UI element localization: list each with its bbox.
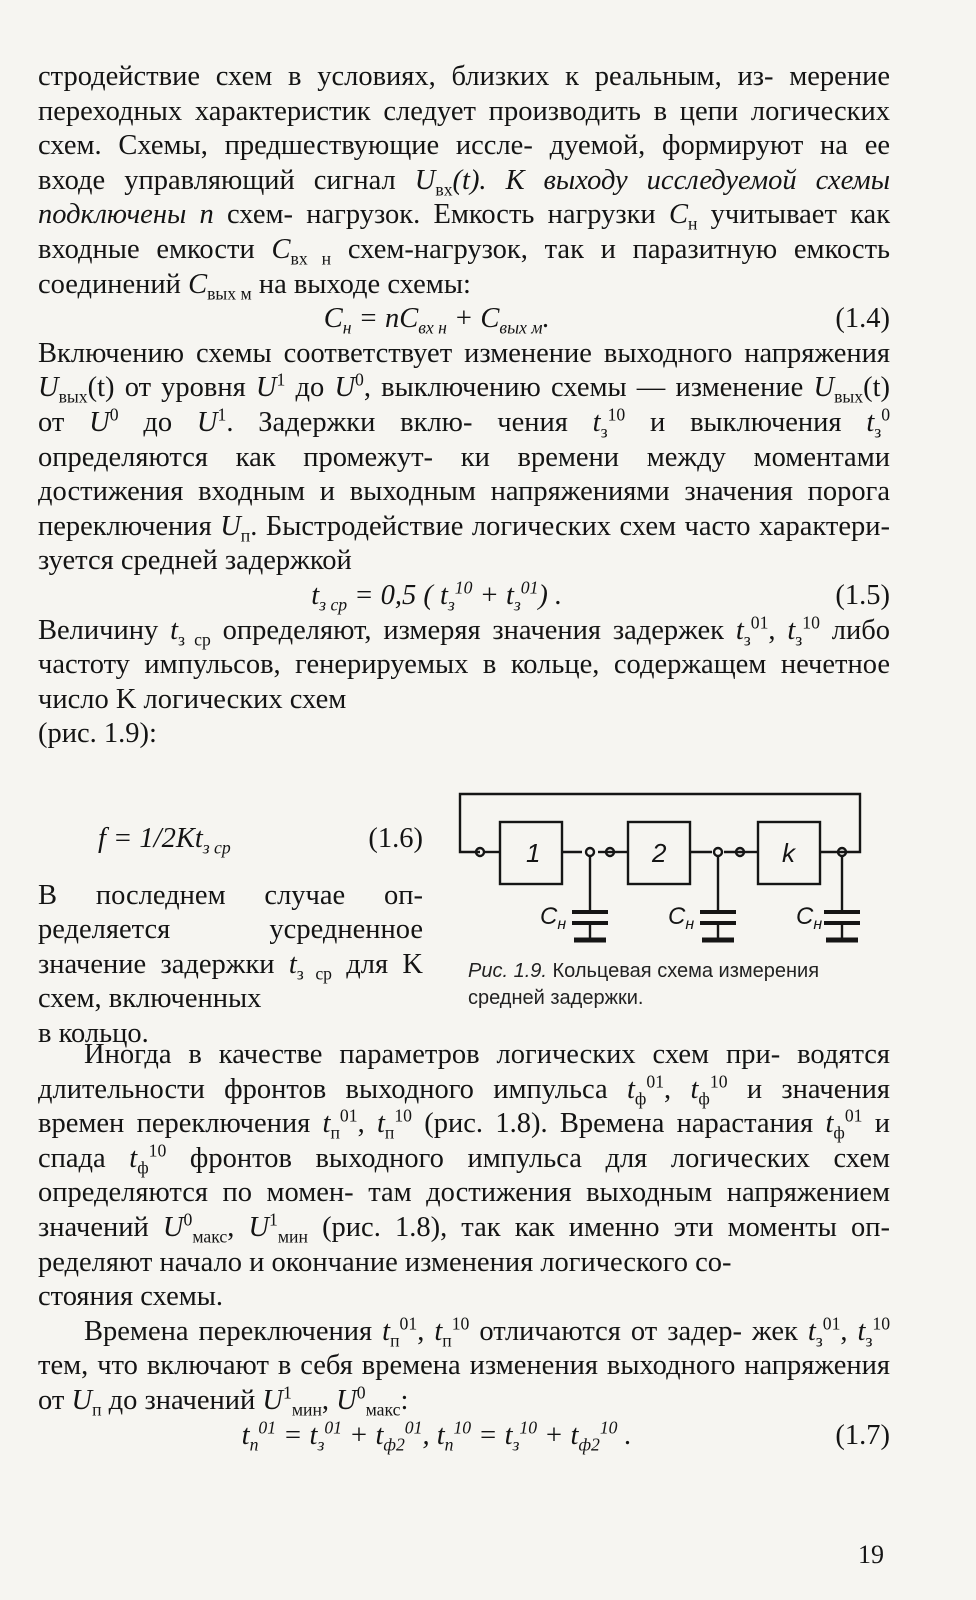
paragraph-3: Величину $t_{з ср}$ определяют, измеряя значения задержек $t_з^{01}$, $t_з^{10}$ либо частоту импульсов, генерируемых в кольце, содержащем нечетное число K логических схем [38, 612, 891, 715]
formula-number: (1.5) [835, 579, 890, 611]
paragraph-1: стродействие схем в условиях, близких к реальным, из- мерение переходных характеристик следует производить в цепи логических схем. Схемы, предшествующие иссле- дуемой, формируют на ее входе управляющий сигнал $U_{вх}(t)$. К выходу исследуемой схемы подключены n схем- нагрузок. Емкость нагрузки $C_н$ учитывает как входные емкости $C_{вх н}$ схем-нагрузок, так и паразитную емкость соединений $C_{вых м}$ на выходе схемы: [38, 61, 891, 304]
cap-label-1: $C_н$ [540, 903, 567, 933]
paragraph-5: Иногда в качестве параметров логических схем при- водятся длительности фронтов выходного импульса $t_ф^{01}$, $t_ф^{10}$ и значения времен переключения $t_п^{01}$, $t_п^{10}$ (рис. 1.8). Времена нарастания $t_ф^{01}$ и спада $t_ф^{10}$ фронтов выходного импульса для логических схем определяются по момен- там достижения выходным напряжением значений $U^0_{макс}$, $U^1_{мин}$ (рис. 1.8), так как именно эти моменты оп- ределяют начало и окончание изменения логического со- [38, 1039, 891, 1278]
cap-label-k: $C_н$ [796, 903, 823, 933]
block-label-k: k [782, 838, 795, 868]
cap-label-2: $C_н$ [668, 903, 695, 933]
paragraph-5-end: стояния схемы. [38, 1281, 224, 1313]
text-block-top [38, 60, 890, 752]
paragraph-6: Времена переключения $t_п^{01}$, $t_п^{10}$ отличаются от задер- жек $t_з^{01}$, $t_з^{10}$ тем, что включают в себя времена изменения выходного напряжения от $U_п$ до значений $U^1_{мин}$, $U^0_{макс}$: [38, 1313, 891, 1420]
paragraph-2: Включению схемы соответствует изменение выходного напряжения $U_{вых}(t)$ от уровня $U^1$ до $U^0$, выключению схемы — изменение $U_{вых}(t)$ от $U^0$ до $U^1$. Задержки вклю- чения $t_з^{10}$ и выключения $t_з^0$ определяются как промежут- ки времени между моментами достижения входным и выходным напряжениями значения порога переключения $U_п$. Быстродействие логических схем часто характери- зуется средней задержкой [38, 337, 891, 577]
text-block-bottom [38, 1038, 890, 1453]
figure-caption: Рис. 1.9. Кольцевая схема измерения средней задержки. [468, 960, 820, 1009]
left-column-text [38, 822, 423, 1052]
formula-number: (1.4) [835, 303, 890, 335]
block-label-2: 2 [652, 838, 667, 868]
formula-1-4: $C_н = nC_{вх н} + C_{вых м}$. (1.4) [323, 303, 890, 338]
formula-1-6: $f = 1/2Kt_{з ср}$ (1.6) [98, 823, 423, 858]
formula-1-7: $t_п^{01} = t_з^{01} + t_{ф2}^{01}$, $t_п^{10} = t_з^{10} + t_{ф2}^{10}$ . (1.7) [241, 1417, 890, 1455]
formula-number: (1.7) [835, 1419, 890, 1451]
page-number: 19 [858, 1540, 884, 1569]
paragraph-3-end: (рис. 1.9): [38, 718, 157, 750]
paragraph-4: В последнем случае оп- ределяется усредненное значение задержки $t_{з ср}$ для K схем, включенных [38, 879, 424, 1015]
paragraph-4-end: в кольцо. [38, 1017, 149, 1049]
formula-number: (1.6) [368, 823, 423, 854]
block-label-1: 1 [526, 838, 541, 868]
formula-1-5: $t_{з ср} = 0,5$ ( $t_з^{10} + t_з^{01}$) . (1.5) [311, 577, 890, 615]
ring-circuit-diagram [450, 792, 870, 1052]
